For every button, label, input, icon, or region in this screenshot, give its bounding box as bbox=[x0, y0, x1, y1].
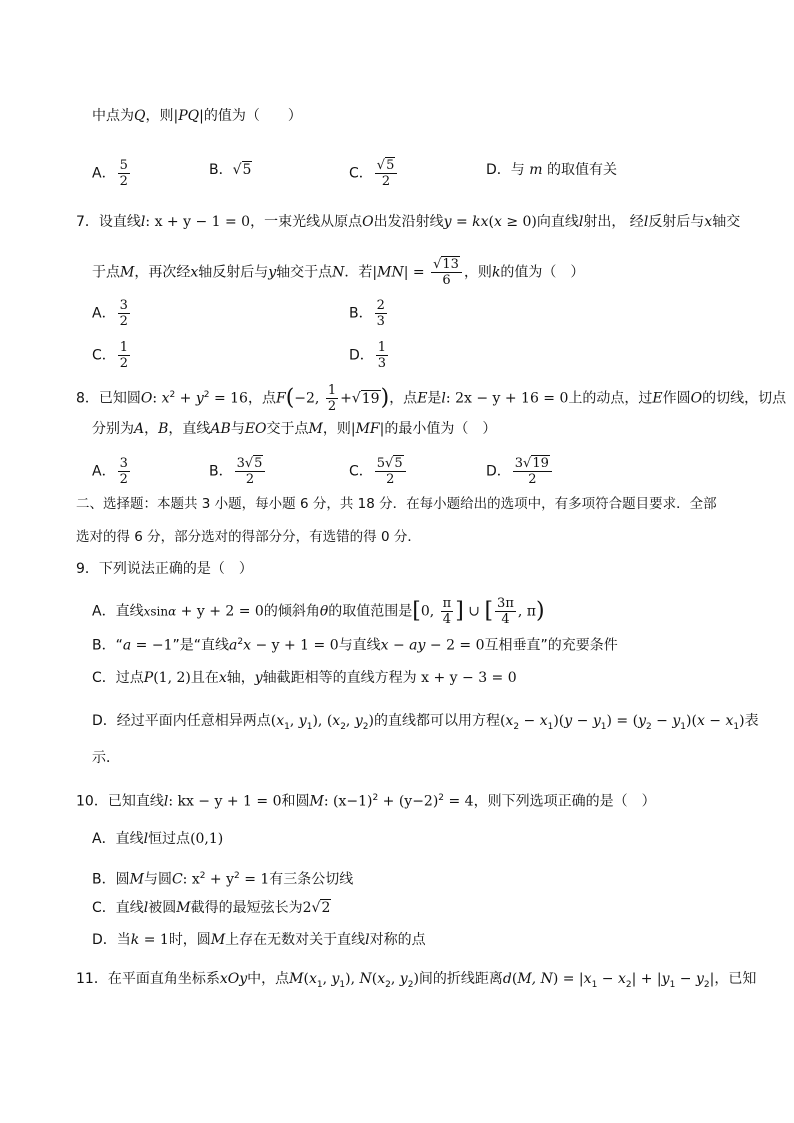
q9-option-a: A．直线xsinα + y + 2 = 0的倾斜角θ的取值范围是[0, $\frac{\pi}{4}$ ] ∪ [ $\frac{3\pi}{4}$ , π) bbox=[92, 596, 545, 627]
q10-option-b: B．圆M与圆C: $x^2 + y^2 = 1$有三条公切线 bbox=[92, 871, 354, 888]
q10-option-a: A．直线l恒过点(0,1) bbox=[92, 831, 224, 847]
q9-option-d: D．经过平面内任意相异两点($x_1$, $y_1$), ($x_2$, $y_2$)的直线都可以用方程$(x_2 - x_1)(y - y_1) = (y_2 - y_1)(x - x_1)$表 bbox=[92, 713, 759, 732]
q10-option-c: C．直线l被圆M截得的最短弦长为2√2 bbox=[92, 900, 331, 916]
q8-option-a: A． $\frac{3}{2}$ bbox=[92, 456, 128, 487]
q8-stem-line2: 分别为A，B，直线AB与EO交于点M，则|MF|的最小值为（ ） bbox=[92, 421, 497, 437]
q6-option-c: C． $\frac{√5}{2}$ bbox=[349, 158, 399, 189]
q6-option-d: D．与 m 的取值有关 bbox=[486, 162, 617, 178]
q10-option-d: D．当k = 1时，圆M上存在无数对关于直线l对称的点 bbox=[92, 932, 426, 948]
q9-option-d-cont: 示． bbox=[92, 750, 120, 766]
q9-option-b: B．“a = −1”是“直线$a^2x - y + 1 = 0$与直线x − ay − 2 = 0互相垂直”的充要条件 bbox=[92, 637, 618, 654]
q10-stem: 10．已知直线l: kx − y + 1 = 0和圆M: $(x-1)^2 + (y-2)^2 = 4$，则下列选项正确的是（ ） bbox=[76, 793, 656, 810]
q8-option-d: D． $\frac{3√19}{2}$ bbox=[486, 456, 554, 487]
q11-stem: 11．在平面直角坐标系xOy中，点$M(x_1$, $y_1$), $N(x_2$, $y_2$)间的折线距离d(M, $N) = |x_1 - x_2| + |y_1 - y_2|$，已知 bbox=[76, 971, 757, 990]
q8-option-b: B． $\frac{3√5}{2}$ bbox=[209, 456, 267, 487]
q9-stem: 9．下列说法正确的是（ ） bbox=[76, 561, 253, 577]
q7-stem-line1: 7．设直线l: x + y − 1 = 0，一束光线从原点O出发沿射线y = kx(x ≥ 0)向直线l射出， 经l反射后与x轴交 bbox=[76, 214, 741, 230]
q9-option-c: C．过点P(1, 2)且在x轴，y轴截距相等的直线方程为 x + y − 3 = 0 bbox=[92, 670, 517, 686]
q7-option-c: C． $\frac{1}{2}$ bbox=[92, 340, 129, 371]
q7-option-d: D． $\frac{1}{3}$ bbox=[349, 340, 387, 371]
q6-tail: 中点为Q，则|PQ|的值为（ ） bbox=[92, 108, 302, 124]
q6-options: A． $\frac{5}{2}$ bbox=[92, 158, 128, 189]
q7-stem-line2: 于点M，再次经x轴反射后与y轴交于点N．若|MN| = $\frac{√13}{6}$ ，则k的值为（ ） bbox=[92, 257, 585, 288]
section-2-instructions-line1: 二、选择题：本题共 3 小题，每小题 6 分，共 18 分．在每小题给出的选项中，有多项符合题目要求．全部 bbox=[76, 496, 717, 512]
q8-option-c: C． $\frac{5√5}{2}$ bbox=[349, 456, 408, 487]
q6-option-b: B．√5 bbox=[209, 162, 252, 178]
q8-stem-line1: 8．已知圆O: $x^2 + y^2 = 16$，点F(−2, $\frac{1}{2}$ +√19)，点E是l: 2x − y + 16 = 0上的动点，过E作圆O的切线，切点 bbox=[76, 383, 787, 414]
q7-option-a: A． $\frac{3}{2}$ bbox=[92, 298, 128, 329]
section-2-instructions-line2: 选对的得 6 分，部分选对的得部分分，有选错的得 0 分． bbox=[76, 529, 421, 545]
q7-option-b: B． $\frac{2}{3}$ bbox=[349, 298, 385, 329]
